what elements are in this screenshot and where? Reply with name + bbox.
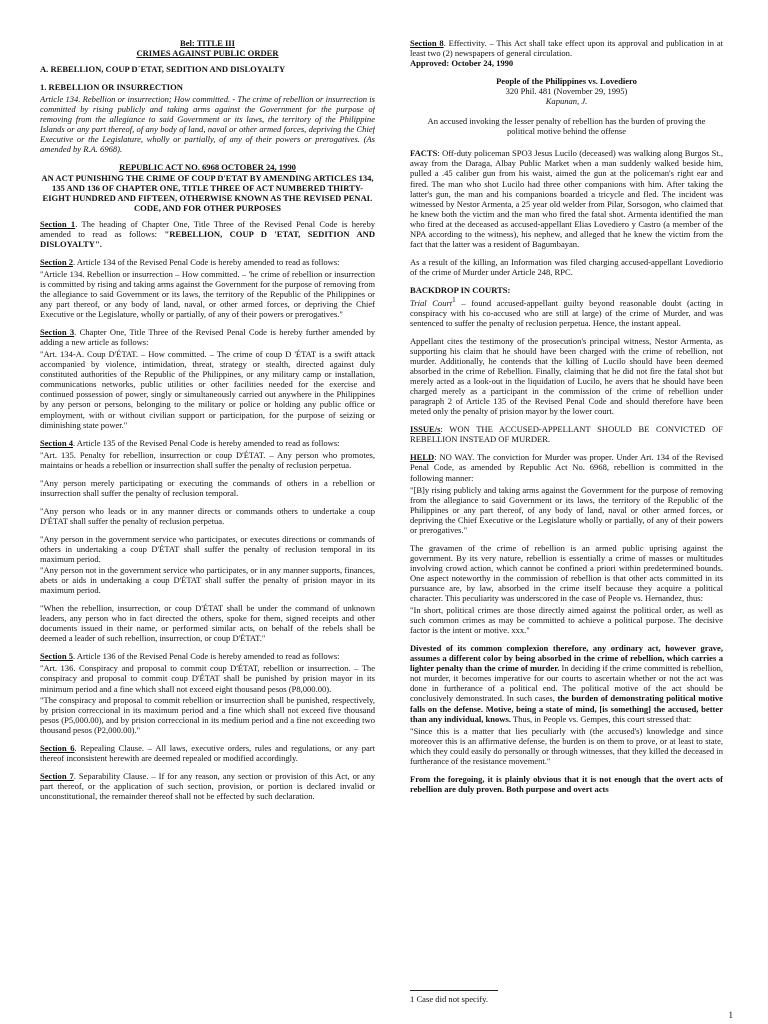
subheading-rebellion: 1. REBELLION OR INSURRECTION	[40, 82, 183, 93]
section-1-heading-text: "REBELLION, COUP D 'ETAT, SEDITION AND DISLOYALTY".	[40, 228, 375, 249]
section-4-quote-5: "Any person not in the government service who participates, or in any manner supports, finances, abets or aids in undertaking a coup D'ÉTAT shall suffer the penalty of prision mayor in its maximum period.	[40, 565, 375, 596]
backdrop-colon: :	[507, 284, 511, 295]
title-heading	[40, 38, 375, 58]
case-caption	[410, 76, 723, 106]
section-4-quote-1: "Art. 135. Penalty for rebellion, insurrection or coup D'ÉTAT. – Any person who promotes, maintains or heads a rebellion or insurrection shall suffer the penalty of reclusion perpetua.	[40, 449, 375, 470]
section-6	[40, 743, 375, 763]
section-5-quote-2: "The conspiracy and proposal to commit rebellion or insurrection shall be punished, respectively, by prision correccional in its maximum period and a fine which shall not exceed five thousand pesos (P5,000.00), and by prision correccional in its medium period and a fine not exceeding two thousand pesos (P2,000.00)."	[40, 694, 375, 735]
held-paragraph	[410, 452, 723, 482]
section-7	[40, 771, 375, 801]
footnote-ref[interactable]: 1	[452, 295, 456, 304]
hernandez-quote: "In short, political crimes are those directly aimed against the political order, as well as such common crimes as may be committed to achieve a political purpose. The decisive factor is the intent or motive. xxx."	[410, 605, 723, 636]
section-3-label: Section 3	[40, 327, 75, 338]
held-text: : NO WAY. The conviction for Murder was proper. Under Art. 134 of the Revised Penal Code, as amended by Republic Act No. 6968, rebellion is committed in the following manner:	[410, 452, 723, 483]
footnote-divider	[410, 990, 498, 991]
divested-text-2: Thus, in People vs. Gempes, this court stressed that:	[510, 713, 692, 724]
facts-text: : Off-duty policeman SPO3 Jesus Lucilo (deceased) was walking along Burgos St., away from the Daraga, Albay Public Market when a man suddenly walked beside him, pulled a .45 caliber gun from his waist, aimed the gun at the policeman's right ear and fired. The man who shot Lucilo had three other companions with him. After taking the latter's gun, the man and his companions boarded a tricycle and fled. The incident was witnessed by Nestor Armenta, a 25 year old welder from Pilar, Sorsogon, who claimed that he knew both the victim and the man who fired the fatal shot. Armenta identified the man who fired at the deceased as accused-appellant Elias Lovediero y Castro (a member of the NPA according to the witness), his nephew, and alleged that he knew the victim from the fact that the latter was a resident of Bagumbayan.	[410, 148, 723, 249]
section-6-text: . Repealing Clause. – All laws, executive orders, rules and regulations, or any part thereof inconsistent herewith are deemed repealed or modified accordingly.	[40, 742, 375, 763]
trial-court-text: – found accused-appellant guilty beyond reasonable doubt (acting in conspiracy with his co-accused who are still at large) of the crime of Murder, and was sentenced to suffer the penalty of reclusion perpetua. Hence, the instant appeal.	[410, 297, 723, 328]
section-5-label: Section 5	[40, 651, 73, 662]
foregoing-paragraph: From the foregoing, it is plainly obvious that it is not enough that the overt acts of rebellion are duly proven. Both purpose and overt acts	[410, 773, 723, 794]
trial-court-paragraph	[410, 295, 723, 328]
divested-bold: Divested of its common complexion therefore, any ordinary act, however grave, assumes a different color by being absorbed in the crime of rebellion, which carries a lighter penalty than the crime of murder.	[410, 643, 723, 674]
section-2-text: . Article 134 of the Revised Penal Code is hereby amended to read as follows:	[73, 256, 340, 267]
republic-act-heading	[40, 162, 375, 212]
case-doctrine: An accused invoking the lesser penalty of rebellion has the burden of proving the political motive behind the offense	[427, 116, 706, 137]
section-2-label: Section 2	[40, 256, 73, 267]
section-a-heading: A. REBELLION, COUP D´ETAT, SEDITION AND DISLOYALTY	[40, 64, 286, 75]
section-3-text: . Chapter One, Title Three of the Revised Penal Code is hereby further amended by adding a new article as follows:	[40, 327, 375, 348]
section-4	[40, 438, 375, 448]
held-quote: "[B]y rising publicly and taking arms against the Government for the purpose of removing from the allegiance to said Government or its laws, the territory of the Republic of the Philippines or any part thereof, of any body of land, naval or other armed forces, or depriving the Chief Executive or the Legislature wholly or partially, of any of their powers or prerogatives."	[410, 484, 723, 535]
facts-paragraph-2: As a result of the killing, an Information was filed charging accused-appellant Lovediorio of the crime of Murder under Article 248, RPC.	[410, 256, 723, 277]
section-2-quote: "Article 134. Rebellion or insurrection – How committed. – 'he crime of rebellion or insurrection is committed by rising and taking arms against the Government for the purpose of removing from the allegiance to said Government or its laws, the territory of the Republic of the Philippines or any part thereof, or any body of land, naval, or other armed forces, or depriving the Chief Executive or the Legislature, wholly or partially, of any of their powers or prerogatives."	[40, 268, 375, 320]
section-1-text: . The heading of Chapter One, Title Three of the Revised Penal Code is hereby amended to read as follows:	[40, 218, 375, 239]
issue-paragraph	[410, 424, 723, 444]
divested-text: In deciding if the crime committed is rebellion, not murder, it becomes imperative for our courts to ascertain whether or not the act was done in furtherance of a political end. The political motive of the act should be conclusively demonstrated. In such cases,	[410, 663, 723, 704]
case-citation: 320 Phil. 481 (November 29, 1995)	[505, 86, 628, 97]
section-4-quote-2: "Any person merely participating or executing the commands of others in a rebellion or insurrection shall suffer the penalty of reclusion temporal.	[40, 477, 375, 498]
gravamen-paragraph: The gravamen of the crime of rebellion is an armed public uprising against the government. By its very nature, rebellion is essentially a crime of masses or multitudes involving crowd action, which cannot be confined a priori within predetermined bounds. One aspect noteworthy in the commission of rebellion is that other acts committed in its pursuance are, by law, absorbed in the crime itself because they acquire a political character. This peculiarity was underscored in the case of People vs. Hernandez, thus:	[410, 542, 723, 604]
section-4-label: Section 4	[40, 437, 73, 448]
facts-label: FACTS	[410, 148, 438, 159]
section-3	[40, 327, 375, 347]
section-4-quote-3: "Any person who leads or in any manner directs or commands others to undertake a coup D'ÉTAT shall suffer the penalty of reclusion perpetua.	[40, 505, 375, 526]
gempes-quote: "Since this is a matter that lies peculiarly with (the accused's) knowledge and since moreover this is an affirmative defense, the burden is on them to prove, or at least to state, which they could easily do personally or through witnesses, that they killed the deceased in furtherance of the resistance movement."	[410, 725, 723, 766]
backdrop-label: BACKDROP IN COURTS	[410, 284, 508, 295]
section-5	[40, 651, 375, 661]
footnote: 1 Case did not specify.	[410, 994, 488, 1004]
issue-text: : WON THE ACCUSED-APPELLANT SHOULD BE CONVICTED OF REBELLION INSTEAD OF MURDER.	[410, 424, 723, 445]
section-3-quote: "Art. 134-A. Coup D'ÉTAT. – How committed. – The crime of coup D 'ÉTAT is a swift attack accompanied by violence, intimidation, threat, strategy or stealth, directed against duly constituted authorities of the Republic of the Philippines, or any military camp or installation, communications networks, public utilities or other facilities needed for the exercise and continued possession of power, singly or simultaneously carried out anywhere in the Philippines by any person or persons, belonging to the military or police or holding any public office or employment, with or without civilian support or participation, for the purpose of seizing or diminishing state power."	[40, 349, 375, 430]
section-7-label: Section 7	[40, 770, 74, 781]
ra-title: AN ACT PUNISHING THE CRIME OF COUP D'ETAT BY AMENDING ARTICLES 134, 135 AND 136 OF CHAPTER ONE, TITLE THREE OF ACT NUMBERED THIRTY-EIGHT HUNDRED AND FIFTEEN, OTHERWISE KNOWN AS THE REVISED PENAL CODE, AND FOR OTHER PURPOSES	[41, 172, 374, 213]
ra-number-date: REPUBLIC ACT NO. 6968 OCTOBER 24, 1990	[119, 162, 296, 173]
section-1	[40, 219, 375, 249]
backdrop-heading	[410, 285, 723, 295]
section-5-quote-1: "Art. 136. Conspiracy and proposal to commit coup D'ÉTAT, rebellion or insurrection. – The conspiracy and proposal to commit coup D'ÉTAT shall be punished by prision mayor in its minimum period and a fine which shall not exceed eight thousand pesos (P8,000.00).	[40, 663, 375, 694]
appellant-paragraph: Appellant cites the testimony of the prosecution's principal witness, Nestor Armenta, as supporting his claim that he should have been charged with the crime of rebellion, not murder. Additionally, he contends that the killing of Lucilo should have been deemed absorbed in the crime of Rebellion. Finally, claiming that he did not fire the fatal shot but merely acted as a look-out in the liquidation of Lucilo, he avers that he should have been charged merely as a participant in the commission of the crime of rebellion under paragraph 2 of Article 135 of the Revised Penal Code and should therefore have been meted only the penalty of prision mayor by the lower court.	[410, 335, 723, 417]
section-2	[40, 257, 375, 267]
article-134-text: Article 134. Rebellion or insurrection; How committed. - The crime of rebellion or insurrection is committed by rising publicly and taking arms against the Government for the purpose of removing from the allegiance to said Government or its laws, the territory of the Philippine Islands or any part thereof, of any body of land, naval or other armed forces, depriving the Chief Executive or the Legislature, wholly or partially, of any of their powers or prerogatives. (As amended by R.A. 6968).	[40, 94, 375, 155]
divested-bold-2: the burden of demonstrating political motive falls on the defense. Motive, being a state of mind, [is something] the accused, better than any individual, knows.	[410, 693, 723, 724]
title-name: CRIMES AGAINST PUBLIC ORDER	[136, 48, 279, 59]
section-4-quote-4: "Any person in the government service who participates, or executes directions or commands of others in undertaking a coup D'ÉTAT shall suffer the penalty of reclusion temporal in its maximum period.	[40, 533, 375, 565]
facts-paragraph	[410, 148, 723, 248]
section-8-text: . Effectivity. – This Act shall take effect upon its approval and publication in at least two (2) newspapers of general circulation.	[410, 38, 723, 59]
left-column	[40, 38, 375, 998]
approval-date: Approved: October 24, 1990	[410, 58, 514, 69]
trial-court-label: Trial Court	[410, 297, 453, 308]
case-ponente: Kapunan, J.	[545, 96, 588, 107]
section-4-text: . Article 135 of the Revised Penal Code is hereby amended to read as follows:	[73, 437, 340, 448]
section-6-label: Section 6	[40, 742, 75, 753]
section-1-label: Section 1	[40, 218, 76, 229]
section-8	[410, 38, 723, 58]
page-number: 1	[728, 1010, 733, 1020]
section-5-text: . Article 136 of the Revised Penal Code is hereby amended to read as follows:	[73, 651, 340, 662]
section-8-label: Section 8	[410, 38, 444, 48]
held-label: HELD	[410, 452, 435, 463]
right-column	[410, 38, 723, 1008]
issue-label: ISSUE/s	[410, 424, 441, 435]
section-4-quote-6: "When the rebellion, insurrection, or coup D'ÉTAT shall be under the command of unknown leaders, any person who in fact directed the others, spoke for them, signed receipts and other documents issued in their name, or performed similar acts, on behalf of the rebels shall be deemed a leader of such rebellion, insurrection, or coup D'ÉTAT."	[40, 603, 375, 644]
divested-paragraph	[410, 643, 723, 723]
section-7-text: . Separability Clause. – If for any reason, any section or provision of this Act, or any part thereof, or the application of such section, provision, or portion is declared invalid or unconstitutional, the remainder thereof shall not be effected by such declaration.	[40, 770, 375, 801]
title-number: Bel: TITLE III	[180, 38, 235, 48]
case-title: People of the Philippines vs. Lovediero	[496, 76, 637, 87]
